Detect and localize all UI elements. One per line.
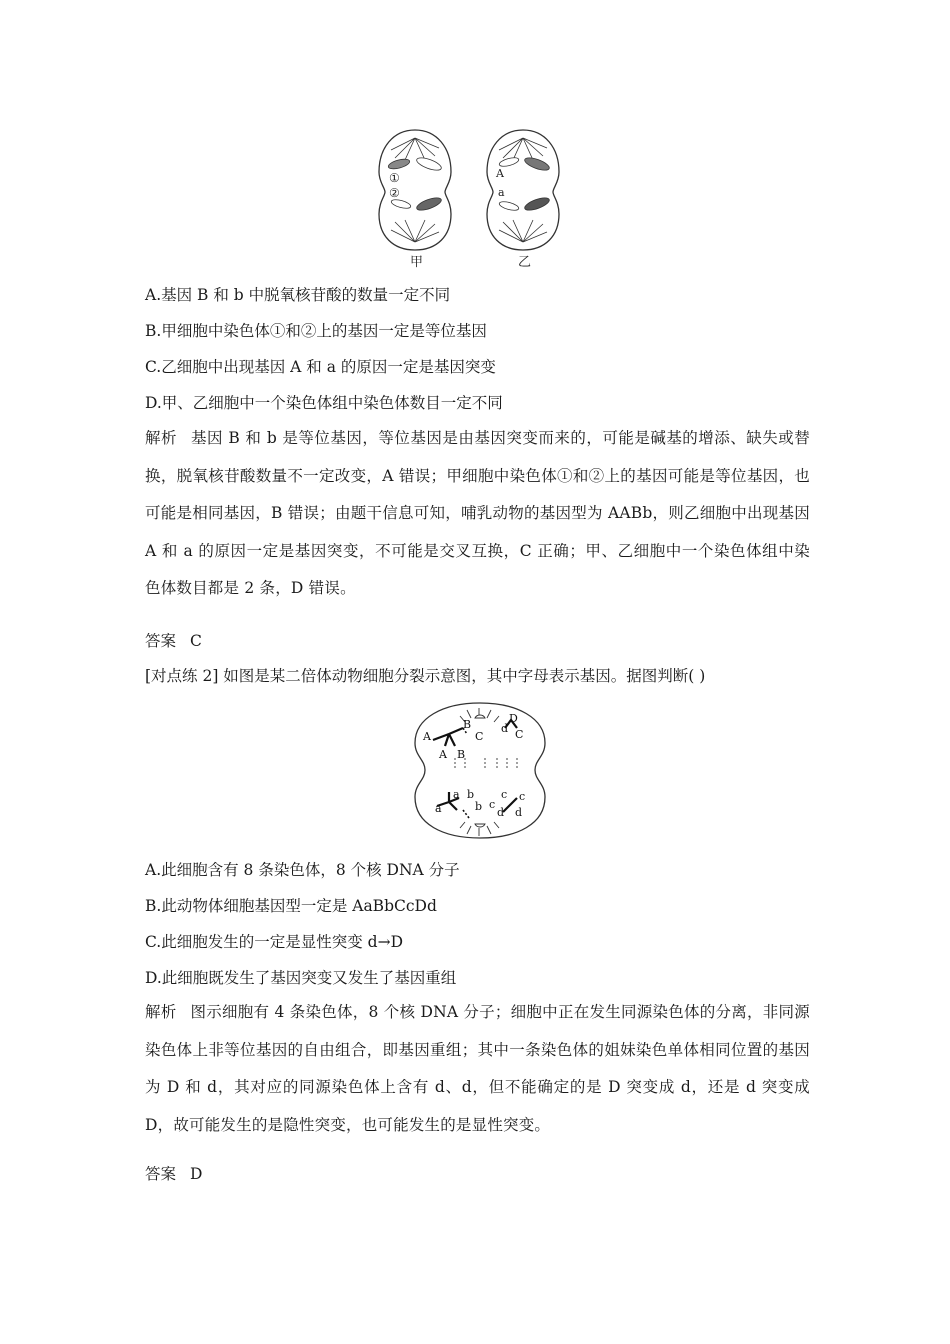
q2-answer-value: D bbox=[190, 1165, 203, 1183]
q2-option-c: C.此细胞发生的一定是显性突变 d→D bbox=[145, 933, 403, 951]
caption-yi: 乙 bbox=[518, 255, 532, 270]
q1-answer-label: 答案 bbox=[145, 632, 177, 650]
cell-jia-chromosomes bbox=[387, 155, 442, 212]
gene-B-top: B bbox=[463, 718, 472, 731]
gene-A-top: A bbox=[423, 730, 431, 743]
gene-C-left: C bbox=[475, 730, 484, 743]
gene-B-bottom: B bbox=[457, 748, 466, 761]
cell-outline bbox=[415, 703, 545, 838]
figure-cell-division bbox=[405, 698, 555, 848]
q2-option-d: D.此细胞既发生了基因突变又发生了基因重组 bbox=[145, 969, 457, 987]
gene-c-2: c bbox=[501, 788, 508, 801]
gene-c-1: c bbox=[489, 798, 496, 811]
q2-analysis-text: 图示细胞有 4 条染色体，8 个核 DNA 分子；细胞中正在发生同源染色体的分离，非同源染色体上非等位基因的自由组合，即基因重组；其中一条染色体的姐妹染色单体相同位置的基因为 D 和 d，其对应的同源染色体上含有 d、d，但不能确定的是 D 突变成 d，还是 d 突变成 D，故可能发生的是隐性突变，也可能发生的是显性突变。 bbox=[145, 1003, 810, 1134]
marker-1: ① bbox=[389, 171, 400, 185]
q1-option-c: C.乙细胞中出现基因 A 和 a 的原因一定是基因突变 bbox=[145, 358, 496, 376]
gene-b-2: b bbox=[475, 800, 483, 813]
gene-c-3: c bbox=[519, 790, 526, 803]
q2-analysis-label: 解析 bbox=[145, 1003, 177, 1021]
gene-C-right: C bbox=[515, 728, 524, 741]
q2-option-a: A.此细胞含有 8 条染色体，8 个核 DNA 分子 bbox=[145, 861, 460, 879]
gene-d-top: d bbox=[501, 722, 509, 735]
gene-a-2: a bbox=[435, 802, 442, 815]
gene-d-2: d bbox=[515, 806, 523, 819]
q1-option-d: D.甲、乙细胞中一个染色体组中染色体数目一定不同 bbox=[145, 394, 503, 412]
q1-option-a: A.基因 B 和 b 中脱氧核苷酸的数量一定不同 bbox=[145, 286, 451, 304]
gene-labels bbox=[422, 712, 525, 819]
q1-option-b: B.甲细胞中染色体①和②上的基因一定是等位基因 bbox=[145, 322, 487, 340]
figure-cells-jia-yi bbox=[375, 120, 575, 270]
gene-b-1: b bbox=[467, 788, 475, 801]
marker-2: ② bbox=[389, 186, 400, 200]
gene-label-A: A bbox=[496, 167, 504, 180]
q1-analysis-text: 基因 B 和 b 是等位基因，等位基因是由基因突变而来的，可能是碱基的增添、缺失或替换，脱氧核苷酸数量不一定改变，A 错误；甲细胞中染色体①和②上的基因可能是等位基因，也可能是相同基因，B 错误；由题干信息可知，哺乳动物的基因型为 AABb，则乙细胞中出现基因 A 和 a 的原因一定是基因突变，不可能是交叉互换，C 正确；甲、乙细胞中一个染色体组中染色体数目都是 2 条，D 错误。 bbox=[145, 429, 810, 597]
q2-stem: [对点练 2] 如图是某二倍体动物细胞分裂示意图，其中字母表示基因。据图判断( ) bbox=[145, 667, 706, 685]
q2-option-b: B.此动物体细胞基因型一定是 AaBbCcDd bbox=[145, 897, 437, 915]
caption-jia: 甲 bbox=[410, 255, 424, 270]
gene-A-bottom: A bbox=[439, 748, 447, 761]
cell-yi-chromosomes bbox=[495, 155, 551, 212]
gene-d-1: d bbox=[497, 806, 505, 819]
q2-answer-label: 答案 bbox=[145, 1165, 177, 1183]
q1-answer-value: C bbox=[190, 632, 202, 650]
gene-a-1: a bbox=[453, 788, 460, 801]
q2-answer bbox=[145, 1164, 202, 1184]
q1-analysis-label: 解析 bbox=[145, 429, 177, 447]
q1-answer bbox=[145, 631, 202, 651]
gene-D: D bbox=[509, 712, 518, 725]
q2-analysis bbox=[145, 994, 810, 1144]
q1-analysis bbox=[145, 420, 810, 608]
gene-label-a: a bbox=[498, 186, 505, 199]
